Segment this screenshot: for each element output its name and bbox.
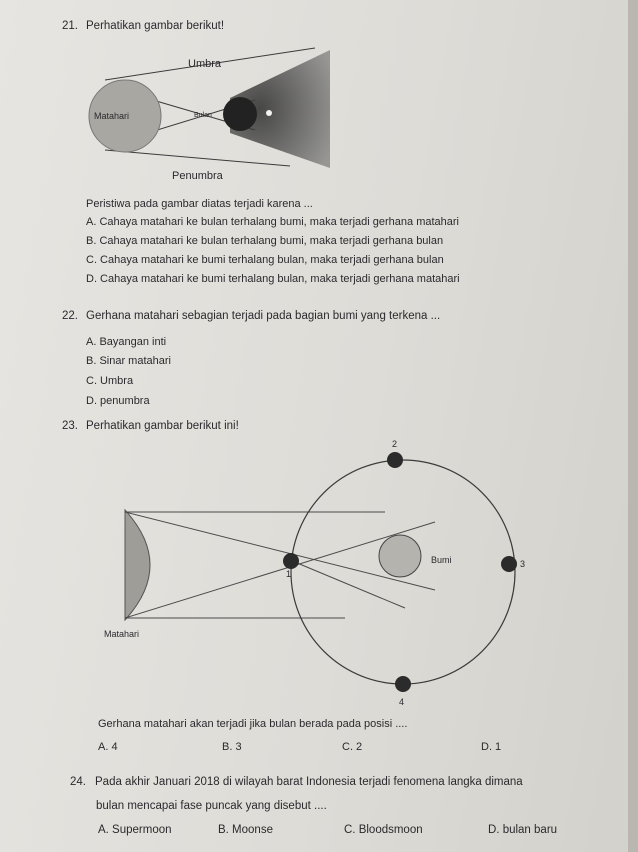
q23-option-a: A. 4 bbox=[98, 741, 118, 753]
q21-ray-lower bbox=[105, 150, 290, 166]
q23-pos4-label: 4 bbox=[399, 697, 405, 707]
q23-orbit-diagram bbox=[115, 440, 535, 700]
q23-pos2-label: 2 bbox=[392, 439, 398, 449]
q22-option-d: D. penumbra bbox=[86, 395, 150, 407]
q21-earth-dot bbox=[266, 110, 272, 116]
q24-prompt-line1: Pada akhir Januari 2018 di wilayah barat Indonesia terjadi fenomena langka dimana bbox=[95, 776, 523, 788]
q21-moon-label: Bulan bbox=[194, 112, 212, 119]
q23-moon-pos2 bbox=[387, 452, 403, 468]
q23-earth bbox=[379, 535, 421, 577]
q21-stem: Peristiwa pada gambar diatas terjadi karena ... bbox=[86, 198, 313, 210]
q23-option-b: B. 3 bbox=[222, 741, 242, 753]
q24-option-d: D. bulan baru bbox=[488, 824, 558, 836]
q21-sun-label: Matahari bbox=[94, 111, 130, 121]
q24-number: 24. bbox=[70, 776, 86, 788]
q22-option-a: A. Bayangan inti bbox=[86, 336, 167, 348]
q23-pos3-label: 3 bbox=[520, 559, 526, 569]
q23-option-d: D. 1 bbox=[481, 741, 502, 753]
q21-option-c: C. Cahaya matahari ke bumi terhalang bulan, maka terjadi gerhana bulan bbox=[86, 254, 444, 266]
q24-option-c: C. Bloodsmoon bbox=[344, 824, 423, 836]
q21-moon-disc bbox=[223, 97, 257, 131]
q24-option-a: A. Supermoon bbox=[98, 824, 172, 836]
q23-moon-pos4 bbox=[395, 676, 411, 692]
q23-earth-label: Bumi bbox=[431, 555, 452, 565]
q21-option-a: A. Cahaya matahari ke bulan terhalang bumi, maka terjadi gerhana matahari bbox=[86, 216, 459, 228]
q22-option-c: C. Umbra bbox=[86, 375, 134, 387]
q23-stem: Gerhana matahari akan terjadi jika bulan berada pada posisi .... bbox=[98, 718, 408, 730]
q23-option-c: C. 2 bbox=[342, 741, 363, 753]
q23-sun-shape bbox=[125, 510, 150, 620]
q23-number: 23. bbox=[62, 420, 78, 432]
q22-number: 22. bbox=[62, 310, 78, 322]
q22-option-b: B. Sinar matahari bbox=[86, 355, 171, 367]
q21-penumbra-label: Penumbra bbox=[172, 170, 223, 182]
q23-moon-pos1 bbox=[283, 553, 299, 569]
q24-prompt-line2: bulan mencapai fase puncak yang disebut .... bbox=[96, 800, 327, 812]
q23-moon-pos3 bbox=[501, 556, 517, 572]
q21-prompt: Perhatikan gambar berikut! bbox=[86, 20, 225, 32]
q24-option-b: B. Moonse bbox=[218, 824, 273, 836]
q21-number: 21. bbox=[62, 20, 78, 32]
q21-option-b: B. Cahaya matahari ke bulan terhalang bumi, maka terjadi gerhana bulan bbox=[86, 235, 444, 247]
q23-pos1-label: 1 bbox=[286, 569, 292, 579]
q23-prompt: Perhatikan gambar berikut ini! bbox=[86, 420, 239, 432]
page-edge-shadow bbox=[628, 0, 638, 852]
q21-option-d: D. Cahaya matahari ke bumi terhalang bulan, maka terjadi gerhana matahari bbox=[86, 273, 460, 285]
q23-sun-label: Matahari bbox=[104, 629, 140, 639]
q21-umbra-label: Umbra bbox=[188, 58, 222, 70]
q22-prompt: Gerhana matahari sebagian terjadi pada bagian bumi yang terkena ... bbox=[86, 310, 441, 322]
